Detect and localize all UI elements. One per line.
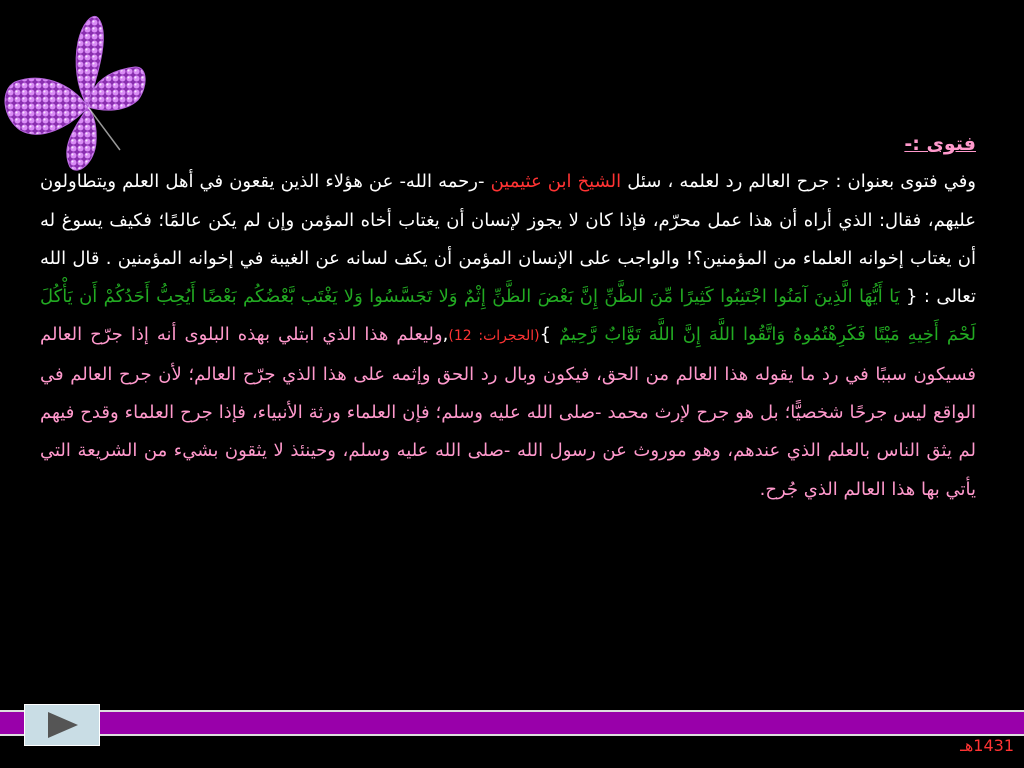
quran-verse: يَا أَيُّهَا الَّذِينَ آمَنُوا اجْتَنِبُوا كَثِيرًا مِّنَ الظَّنِّ إِنَّ بَعْضَ الظَّنِّ إِثْمٌ وَلا تَجَسَّسُوا وَلا يَغْتَب بَّعْضُكُم بَعْضًا أَيُحِبُّ أَحَدُكُمْ أَن يَأْكُلَ لَحْمَ أَخِيهِ مَيْتًا فَكَرِهْتُمُوهُ وَاتَّقُوا اللَّهَ إِنَّ اللَّهَ تَوَّابٌ رَّحِيمٌ — [40, 286, 976, 346]
slide-heading: فتوى :- — [904, 133, 976, 155]
verse-reference: (الحجرات: 12) — [448, 328, 540, 345]
play-triangle-icon — [44, 710, 80, 740]
fatwa-paragraph — [40, 163, 976, 509]
fatwa-text-block — [40, 125, 976, 509]
next-slide-button[interactable] — [24, 704, 100, 746]
hijri-date: 1431هـ — [960, 736, 1014, 755]
comma: , — [442, 324, 449, 346]
sheikh-name: الشيخ ابن عثيمين — [490, 171, 622, 193]
commentary-text: وليعلم هذا الذي ابتلي بهذه البلوى أنه إذا جرّح العالم فسيكون سببًا في رد ما يقوله هذا العالم من الحق، فيكون وبال رد الحق وإثمه على هذا الذي جرّح العالم؛ لأن جرح العالم في الواقع ليس جرحًا شخصيًّا؛ بل هو جرح لإرث محمد -صلى الله عليه وسلم؛ فإن العلماء ورثة الأنبياء، فإذا جرح العلماء وقدح فيهم لم يثق الناس بالعلم الذي عندهم، وهو موروث عن رسول الله -صلى الله عليه وسلم، وحينئذ لا يثقون بشيء من الشريعة التي يأتي بها هذا العالم الذي جُرح. — [40, 324, 976, 500]
closing-brace: } — [539, 324, 560, 346]
fatwa-body-text: -رحمه الله- عن هؤلاء الذين يقعون في أهل العلم ويتطاولون عليهم، فقال: الذي أراه أن هذا عمل محرّم، فإذا كان لا يجوز لإنسان أن يغتاب أخاه المؤمن وإن لم يكن عالمًا؛ فكيف يسوغ له أن يغتاب إخوانه العلماء من المؤمنين؟! والواجب على الإنسان المؤمن أن يكف لسانه عن الغيبة في إخوانه المؤمنين . قال الله تعالى : { — [40, 171, 976, 308]
bottom-navigation-bar — [0, 710, 1024, 736]
intro-text: وفي فتوى بعنوان : جرح العالم رد لعلمه ، سئل — [621, 171, 976, 193]
